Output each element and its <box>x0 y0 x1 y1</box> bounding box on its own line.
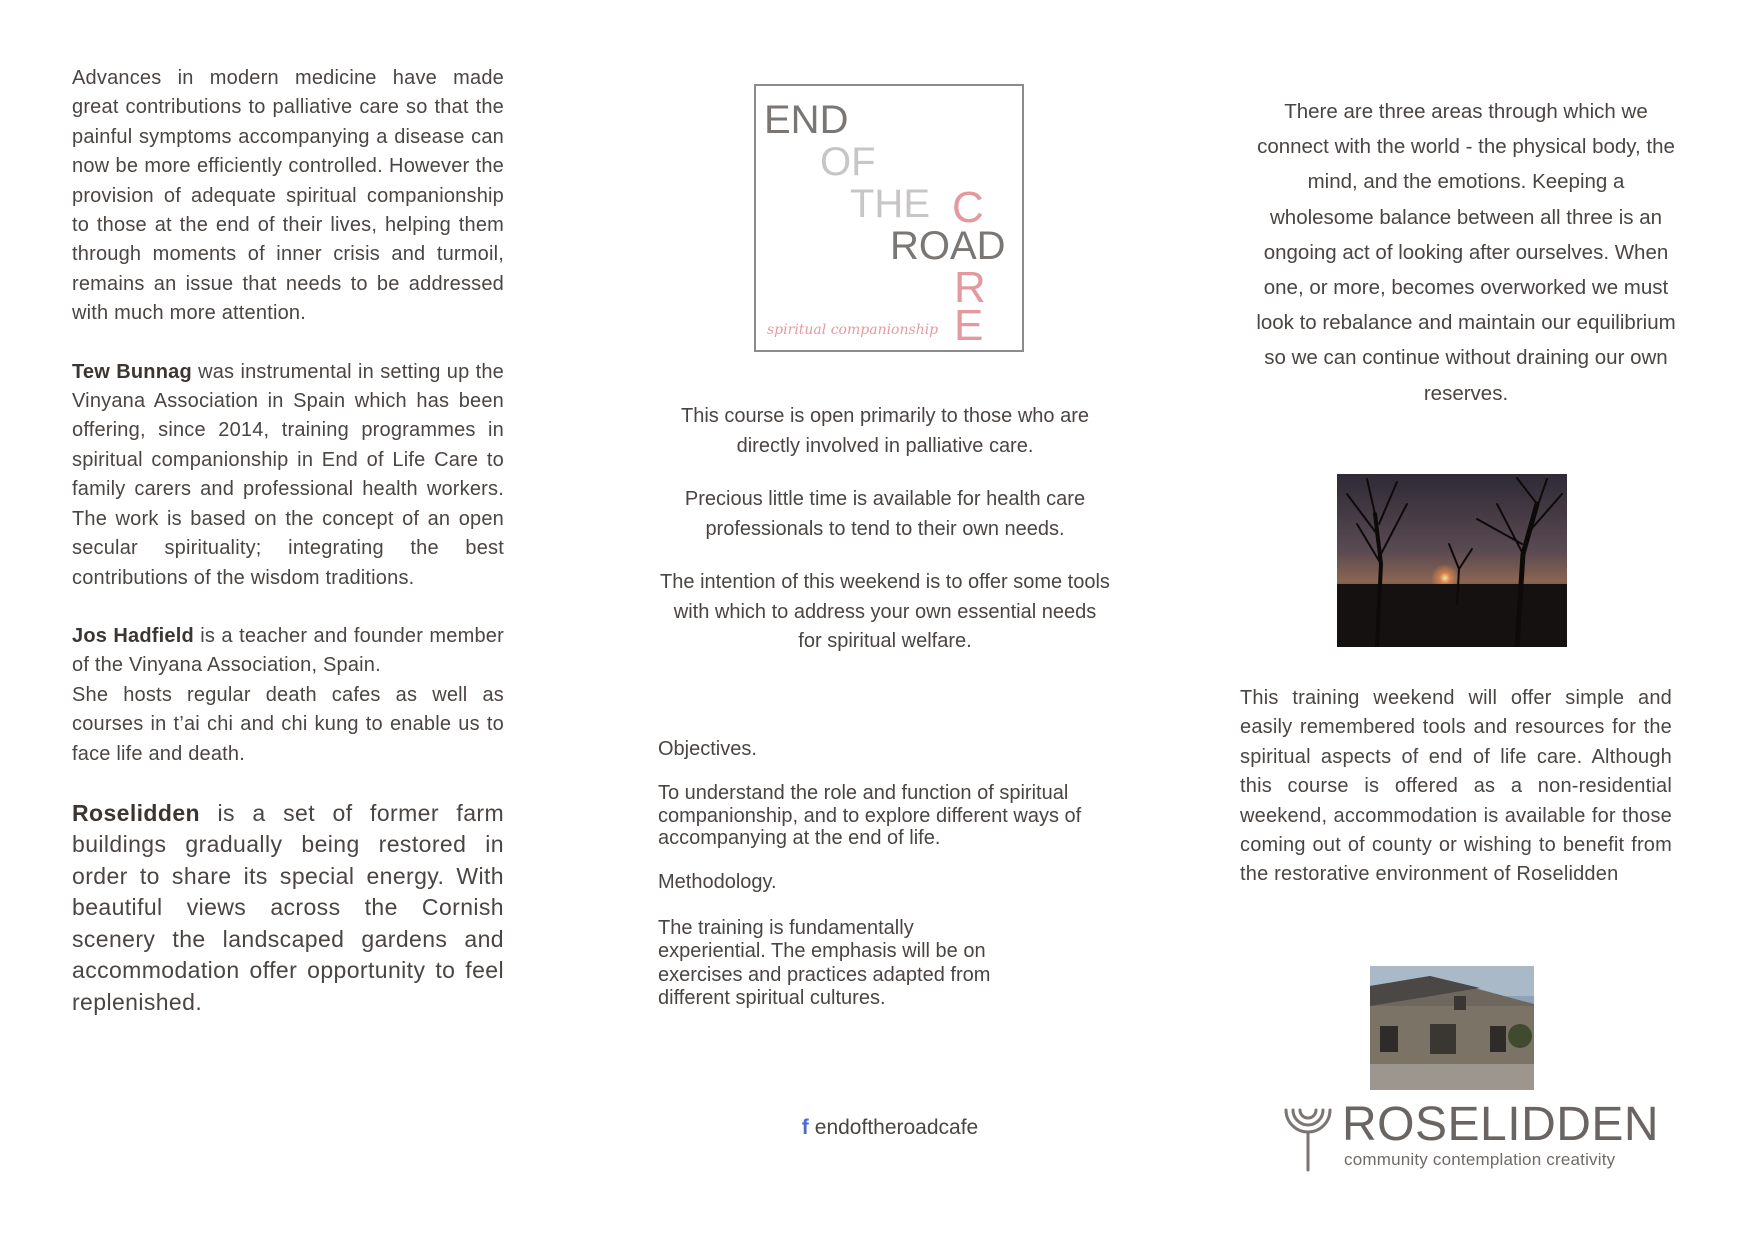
three-areas-paragraph-wrap <box>1255 94 1677 411</box>
logo-word-road: ROAD <box>890 224 1006 268</box>
roselidden-text: is a set of former farm buildings gradually being restored in order to share its special energy. With beautiful views across the Cornish scenery the landscaped gardens and accommodation offer opportunity to feel replenished. <box>72 799 504 1015</box>
logo-word-of: OF <box>820 140 876 184</box>
jos-hadfield-name: Jos Hadfield <box>72 624 194 647</box>
jos-hadfield-text: is a teacher and founder member of the Vinyana Association, Spain. <box>72 624 504 677</box>
roselidden-paragraph <box>72 798 504 1019</box>
roselidden-brand-name: ROSELIDDEN <box>1342 1098 1660 1151</box>
jos-hadfield-paragraph-2: She hosts regular death cafes as well as courses in t’ai chi and chi kung to enable us to face life and death. <box>72 683 504 765</box>
course-audience-paragraph: This course is open primarily to those who are directly involved in palliative care. <box>681 405 1089 457</box>
methodology-heading: Methodology. <box>658 870 777 893</box>
logo-word-the: THE <box>850 182 930 226</box>
three-areas-paragraph: There are three areas through which we connect with the world - the physical body, the mind, and the emotions. Keeping a wholesome balance between all three is an ongoing act of looking after ourselves. When one, or more, becomes overworked we must look to rebalance and maintain our equilibrium so we can continue without draining our own reserves. <box>1256 100 1676 405</box>
roselidden-name: Roselidden <box>72 799 200 826</box>
left-panel <box>72 64 504 1018</box>
roselidden-farmhouse-photo <box>1370 966 1534 1090</box>
training-weekend-paragraph: This training weekend will offer simple and easily remembered tools and resources for the spiritual aspects of end of life care. Although this course is offered as a non-residential weekend, accommodation is available for those coming out of county or wishing to benefit from the restorative environment of Roselidden <box>1240 687 1672 886</box>
time-paragraph: Precious little time is available for health care professionals to tend to their own needs. <box>684 488 1086 540</box>
tew-bunnag-paragraph <box>72 358 504 593</box>
roselidden-tree-icon <box>1282 1102 1334 1172</box>
tew-bunnag-name: Tew Bunnag <box>72 360 192 383</box>
roselidden-tagline: community contemplation creativity <box>1344 1150 1616 1169</box>
logo-letter-e: E <box>954 301 984 350</box>
facebook-link[interactable] <box>700 1116 1080 1140</box>
facebook-handle: endoftheroadcafe <box>814 1116 979 1139</box>
methodology-text: The training is fundamentally experiential. The emphasis will be on exercises and practices adapted from different spiritual cultures. <box>658 916 991 1009</box>
jos-hadfield-paragraph <box>72 622 504 681</box>
sunset-tree-photo <box>1337 474 1567 647</box>
center-objectives <box>658 738 1128 1011</box>
roselidden-logo <box>1280 1098 1660 1180</box>
intention-paragraph: The intention of this weekend is to offer some tools with which to address your own essential needs for spiritual welfare. <box>660 571 1110 652</box>
objectives-text: To understand the role and function of spiritual companionship, and to explore different ways of accompanying at the end of life. <box>658 782 1082 849</box>
logo-subtitle: spiritual companionship <box>767 322 939 338</box>
tew-bunnag-text: was instrumental in setting up the Vinyana Association in Spain which has been offering, since 2014, training programmes in spiritual companionship in End of Life Care to family carers and professional health workers. The work is based on the concept of an open secular spirituality; integrating the best contributions of the wisdom traditions. <box>72 360 505 589</box>
logo-letter-r: R <box>954 263 986 312</box>
logo-letter-c: C <box>952 183 984 232</box>
intro-paragraph: Advances in modern medicine have made great contributions to palliative care so that the painful symptoms accompanying a disease can now be more efficiently controlled. However the provision of adequate spiritual companionship to those at the end of their lives, helping them through moments of inner crisis and turmoil, remains an issue that needs to be addressed with much more attention. <box>72 67 504 325</box>
logo-word-end: END <box>764 98 849 142</box>
objectives-heading: Objectives. <box>658 738 757 760</box>
training-weekend-paragraph-wrap <box>1240 684 1672 890</box>
center-intro <box>660 402 1110 681</box>
end-of-the-road-care-logo <box>754 84 1024 352</box>
facebook-icon: f <box>801 1116 809 1139</box>
